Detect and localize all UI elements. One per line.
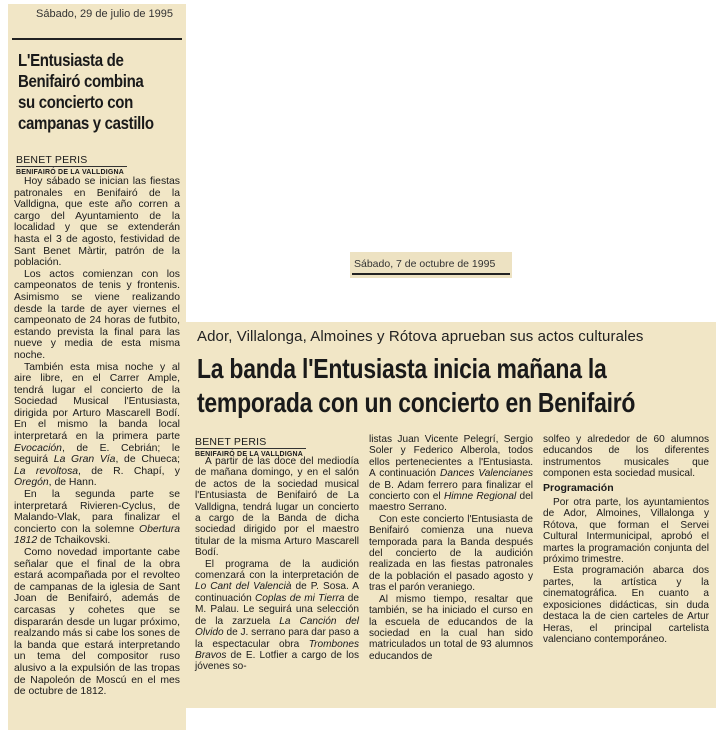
clipping-date: Sábado, 29 de julio de 1995 xyxy=(36,8,174,20)
headline-line: temporada con un concierto en Benifairó xyxy=(197,387,636,418)
divider xyxy=(12,38,182,40)
paragraph: El programa de la audición comenzará con la interpretación de Lo Cant del Valencià de P. Sosa. A continuación Coplas de mi Tierra de M. Palau. Le seguirá una selección de la zarzuela La Canción del Olvido de J. serrano para dar paso a la espectacular obra Trombones Bravos de E. Lotfier a cargo de los jóvenes so- xyxy=(195,558,360,673)
divider xyxy=(352,273,510,275)
byline: BENET PERIS xyxy=(195,436,306,449)
article-column-3 xyxy=(543,434,709,645)
headline-line: su concierto con xyxy=(18,92,133,112)
headline-line: campanas y castillo xyxy=(18,113,154,133)
paragraph: Esta programación abarca dos partes, la artística y la cinematográfica. En cuanto a exposiciones didácticas, sin duda destaca la de cien carteles de Artur Heras, el principal cartelista valenciano contemporáneo. xyxy=(543,565,709,645)
paragraph: A partir de las doce del mediodía de mañana domingo, y en el salón de actos de la sociedad musical l'Entusiasta de Benifairó de La Valldigna, tendrá lugar un concierto a cargo de la Banda de dicha sociedad dirigido por el maestro titular de la misma Arturo Mascarell Bodí. xyxy=(195,456,359,559)
paragraph: Por otra parte, los ayuntamientos de Ador, Almoines, Villalonga y Rótova, que forman el Servei Cultural Intermunicipal, aprobó el martes la programación conjunta del próximo trimestre. xyxy=(543,497,709,566)
article-headline xyxy=(197,352,635,420)
clipping-date-october-1995 xyxy=(350,252,512,278)
headline-line: Benifairó combina xyxy=(18,71,144,91)
paragraph: En la segunda parte se interpretará Rivieren-Cyclus, de Malando-Vlak, para finalizar el concierto con la solemne Obertura 1812 de Tchaikovski. xyxy=(14,489,180,547)
paragraph: Con este concierto l'Entusiasta de Benifairó comienza una nueva temporada para la Banda después del concierto de la audición realizada en las fiestas patronales de la población el pasado agosto y tras el parón veraniego. xyxy=(369,513,533,594)
clipping-date: Sábado, 7 de octubre de 1995 xyxy=(354,258,496,270)
paragraph: Hoy sábado se inician las fiestas patronales en Benifairó de la Valldigna, que este año corren a cargo del Ayuntamiento de la localidad y que se extenderán hasta el 3 de agosto, festividad de Sant Benet Màrtir, patrón de la población. xyxy=(14,176,180,269)
paragraph: solfeo y alrededor de 60 alumnos educandos de los diferentes instrumentos musicales que componen esta sociedad musical. xyxy=(543,434,709,480)
headline-line: La banda l'Entusiasta inicia mañana la xyxy=(197,353,607,384)
paragraph: Los actos comienzan con los campeonatos de tenis y frontenis. Asimismo se viene realizando desde la tarde de ayer viernes el campeonato de 24 horas de futbito, estando prevista la final para las nueve y media de esta misma noche. xyxy=(14,268,180,361)
clipping-july-1995 xyxy=(8,4,186,730)
paragraph: Al mismo tiempo, resaltar que también, se ha iniciado el curso en la escuela de educandos de la sociedad en la cual han sido matriculados un total de 93 alumnos educandos de xyxy=(369,593,533,662)
clipping-october-1995 xyxy=(185,322,716,708)
headline-line: L'Entusiasta de xyxy=(18,50,124,70)
article-column-1 xyxy=(195,456,359,673)
article-headline xyxy=(18,50,159,134)
byline-block xyxy=(16,150,127,178)
article-body xyxy=(14,176,180,698)
dateline-place: BENIFAIRÓ DE LA VALLDIGNA xyxy=(16,169,125,176)
paragraph: listas Juan Vicente Pelegrí, Sergio Soler y Federico Alberola, todos ellos pertenecientes a l'Entusiasta. A continuación Dances Valencianes de B. Adam ferrero para finalizar el concierto con el Himne Regional del maestro Serrano. xyxy=(369,434,533,514)
paragraph: También esta misa noche y al aire libre, en el Carrer Ample, tendrá lugar el concierto de la Sociedad Musical l'Entusiasta, dirigida por Arturo Mascarell Bodí. En el mismo la banda local interpretará en la primera parte Evocación, de E. Cebrián; le seguirá La Gran Vía, de Chueca; La revoltosa, de R. Chapí, y Oregón, de Hann. xyxy=(14,361,181,489)
byline: BENET PERIS xyxy=(16,154,127,167)
paragraph: Como novedad importante cabe señalar que el final de la obra estará acompañada por el revolteo de campanas de la iglesia de Sant Joan de Benifairó, además de carcasas y cohetes que se dispararán desde un lugar próximo, realzando más si cabe los sones de la banda que estará interpretando un tema del compositor ruso alusivo a la expulsión de las tropas de Napoleón de Moscú en el mes de octubre de 1812. xyxy=(14,547,180,698)
article-column-2 xyxy=(369,434,533,662)
dateline-place: BENIFAIRÓ DE LA VALLDIGNA xyxy=(195,451,304,458)
section-subheading: Programación xyxy=(543,481,614,494)
article-kicker: Ador, Villalonga, Almoines y Rótova aprueban sus actos culturales xyxy=(197,328,644,345)
